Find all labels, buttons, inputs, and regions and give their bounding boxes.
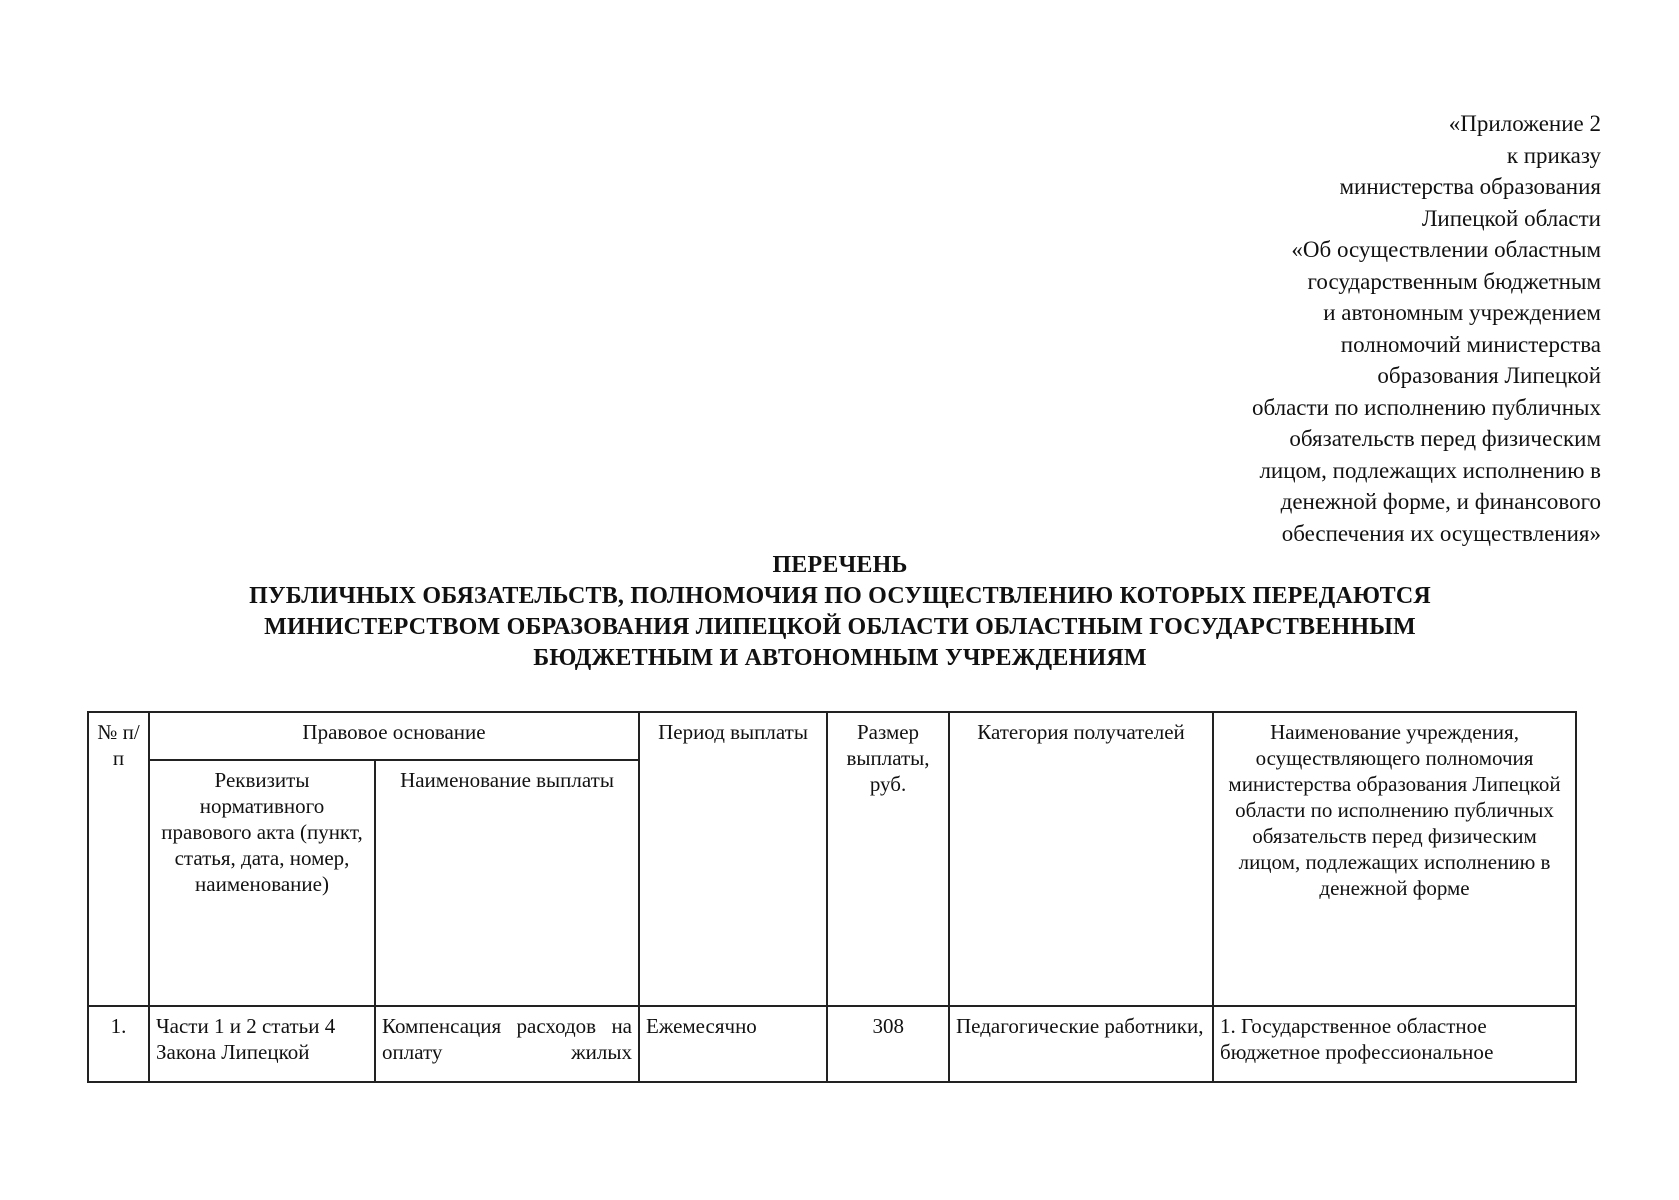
appendix-line: министерства образования [1339, 174, 1601, 199]
header-payment-name: Наименование выплаты [375, 760, 639, 1006]
cell-num: 1. [88, 1006, 149, 1082]
header-legal-basis: Правовое основание [149, 712, 639, 760]
appendix-line: и автономным учреждением [1323, 300, 1601, 325]
appendix-line: Липецкой области [1421, 205, 1601, 231]
header-category: Категория получателей [949, 712, 1213, 1006]
appendix-line: «Приложение 2 [1448, 111, 1601, 136]
appendix-line: обеспечения их осуществления» [1281, 520, 1601, 546]
appendix-reference [1252, 108, 1601, 549]
header-amount: Размер выплаты, руб. [827, 712, 949, 1006]
title-line: МИНИСТЕРСТВОМ ОБРАЗОВАНИЯ ЛИПЕЦКОЙ ОБЛАСТИ ОБЛАСТНЫМ ГОСУДАРСТВЕННЫМ [264, 614, 1416, 640]
appendix-line: к приказу [1506, 142, 1601, 168]
cell-amount: 308 [827, 1006, 949, 1082]
appendix-line: обязательств перед физическим [1289, 426, 1601, 451]
appendix-line: «Об осуществлении областным [1291, 237, 1601, 262]
title-line: ПУБЛИЧНЫХ ОБЯЗАТЕЛЬСТВ, ПОЛНОМОЧИЯ ПО ОСУЩЕСТВЛЕНИЮ КОТОРЫХ ПЕРЕДАЮТСЯ [249, 583, 1431, 609]
cell-requisites: Части 1 и 2 статьи 4 Закона Липецкой [149, 1006, 375, 1082]
appendix-line: области по исполнению публичных [1251, 394, 1601, 420]
title-line: ПЕРЕЧЕНЬ [772, 552, 908, 578]
title-line: БЮДЖЕТНЫМ И АВТОНОМНЫМ УЧРЕЖДЕНИЯМ [533, 645, 1147, 671]
appendix-line: денежной форме, и финансового [1280, 489, 1601, 514]
cell-category: Педагогические работники, [949, 1006, 1213, 1082]
cell-payment-name: Компенсация расходов на оплату жилых [375, 1006, 639, 1082]
header-institution: Наименование учреждения, осуществляющего полномочия министерства образования Липецкой области по исполнению публичных обязательств перед физическим лицом, подлежащих исполнению в денежной форме [1213, 712, 1576, 1006]
document-title [60, 550, 1620, 674]
table-row [88, 1006, 1576, 1082]
header-requisites: Реквизиты нормативного правового акта (пункт, статья, дата, номер, наименование) [149, 760, 375, 1006]
appendix-line: образования Липецкой [1377, 363, 1601, 388]
header-num: № п/п [88, 712, 149, 1006]
appendix-line: государственным бюджетным [1307, 268, 1601, 294]
cell-period: Ежемесячно [639, 1006, 827, 1082]
cell-institution: 1. Государственное областное бюджетное профессиональное [1213, 1006, 1576, 1082]
appendix-line: полномочий министерства [1340, 331, 1601, 357]
appendix-line: лицом, подлежащих исполнению в [1259, 457, 1601, 483]
table-header-row [88, 712, 1576, 760]
header-period: Период выплаты [639, 712, 827, 1006]
obligations-table [87, 711, 1577, 1083]
